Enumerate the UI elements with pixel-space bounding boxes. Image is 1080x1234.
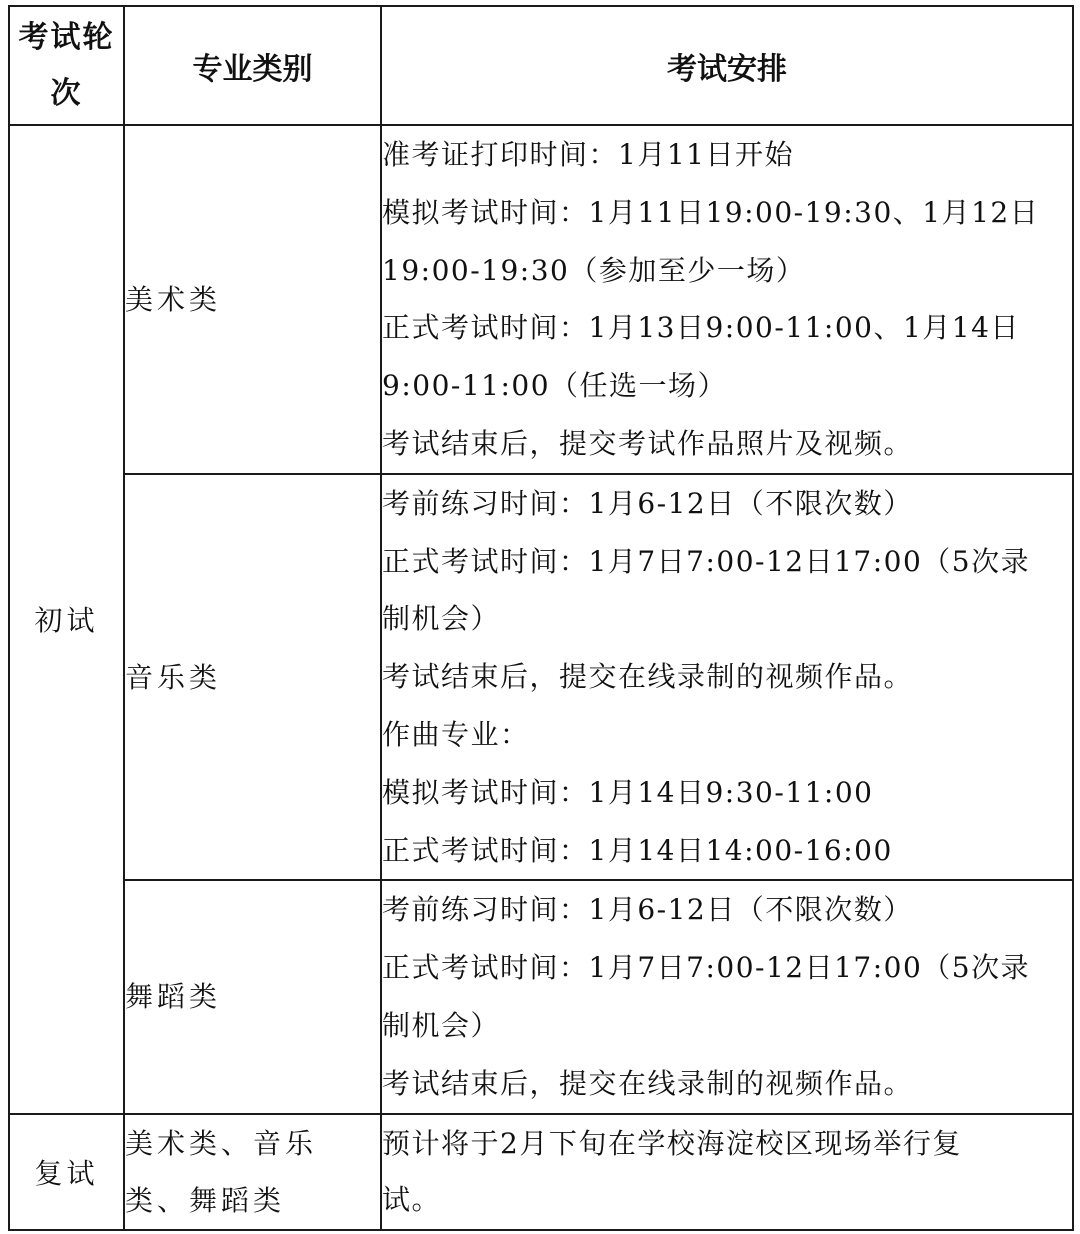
round-retest: 复试 (9, 1114, 124, 1230)
arrangement-art (381, 125, 1073, 474)
arrangement-line: 正式考试时间：1月14日14:00-16:00 (382, 833, 893, 867)
category-all: 美术类、音乐类、舞蹈类 (124, 1114, 381, 1230)
arrangement-line: 模拟考试时间：1月11日19:00-19:30、1月12日 (382, 195, 1040, 229)
arrangement-line: 考试结束后，提交考试作品照片及视频。 (382, 426, 914, 460)
arrangement-line: 制机会） (382, 602, 501, 636)
category-music: 音乐类 (124, 474, 381, 881)
arrangement-line: 模拟考试时间：1月14日9:30-11:00 (382, 775, 874, 809)
table-row-retest (9, 1114, 1073, 1230)
arrangement-line: 试。 (382, 1182, 442, 1216)
arrangement-line: 考前练习时间：1月6-12日（不限次数） (382, 486, 913, 520)
arrangement-line: 预计将于2月下旬在学校海淀校区现场举行复 (382, 1126, 962, 1160)
arrangement-line: 作曲专业： (382, 717, 530, 751)
header-exam-round: 考试轮次 (9, 6, 124, 125)
arrangement-line: 正式考试时间：1月7日7:00-12日17:00（5次录 (382, 544, 1031, 578)
category-dance: 舞蹈类 (124, 880, 381, 1113)
arrangement-line: 考前练习时间：1月6-12日（不限次数） (382, 893, 913, 927)
arrangement-retest (381, 1114, 1073, 1230)
arrangement-line: 准考证打印时间：1月11日开始 (382, 138, 794, 171)
arrangement-line: 制机会） (382, 1008, 501, 1042)
arrangement-line: 正式考试时间：1月7日7:00-12日17:00（5次录 (382, 951, 1031, 985)
arrangement-line: 考试结束后，提交在线录制的视频作品。 (382, 1066, 914, 1100)
header-exam-arrangement: 考试安排 (381, 6, 1073, 125)
exam-schedule-table (8, 5, 1074, 1231)
round-preliminary: 初试 (9, 125, 124, 1114)
table-row-music (9, 474, 1073, 881)
arrangement-dance (381, 880, 1073, 1113)
arrangement-music (381, 474, 1073, 881)
table-row-dance (9, 880, 1073, 1113)
header-major-category: 专业类别 (124, 6, 381, 125)
header-row (9, 6, 1073, 125)
category-art: 美术类 (124, 125, 381, 474)
table-row-art (9, 125, 1073, 474)
arrangement-line: 19:00-19:30（参加至少一场） (382, 253, 806, 287)
arrangement-line: 考试结束后，提交在线录制的视频作品。 (382, 660, 914, 694)
arrangement-line: 9:00-11:00（任选一场） (382, 369, 728, 403)
arrangement-line: 正式考试时间：1月13日9:00-11:00、1月14日 (382, 311, 1020, 345)
